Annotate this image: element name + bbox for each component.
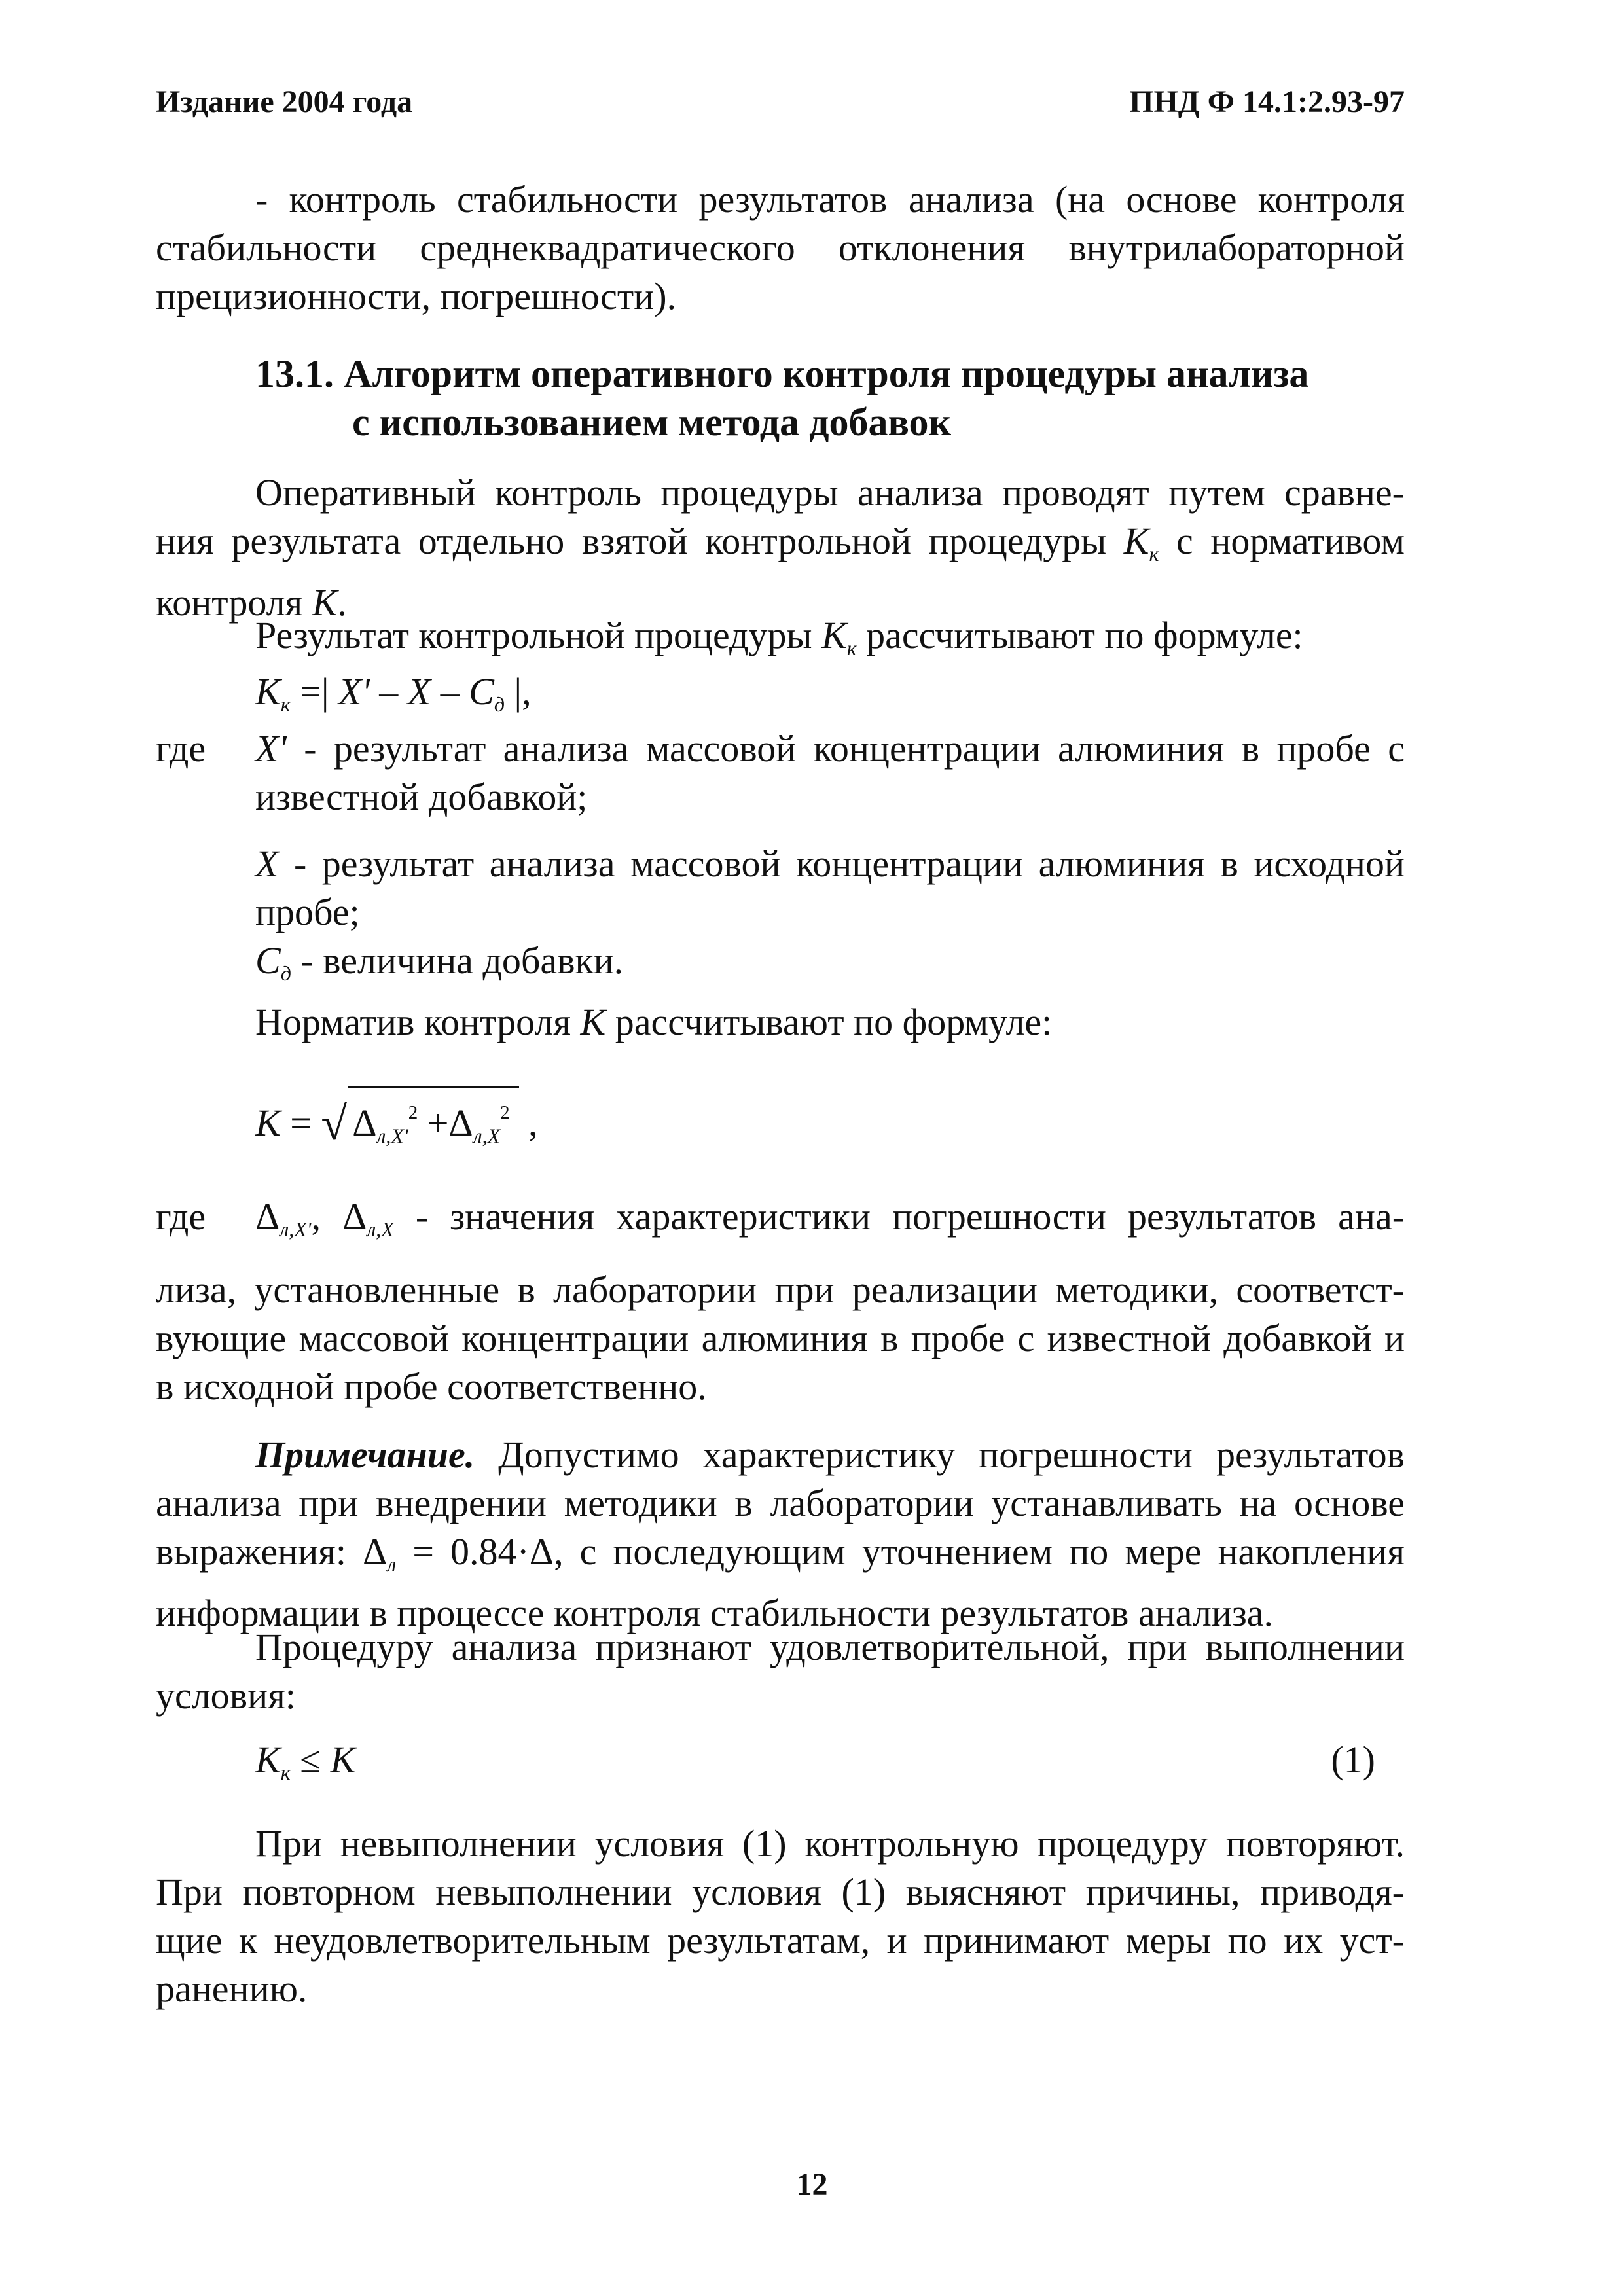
formula-control-standard: K = √ $\Delta_{л,X'}^2 +\Delta_{л,X}^2$ , xyxy=(255,1086,538,1160)
def-x: X - результат анализа массовой концентрации алюминия в исходной xyxy=(255,842,1405,885)
section-heading-line-2: с использованием метода добавок xyxy=(352,401,952,444)
def-x-prime: X' - результат анализа массовой концентрации алюминия в пробе с xyxy=(255,727,1405,770)
def-delta-values: $\Delta_{л,X'}$, $\Delta_{л,X}$ - значения характеристики погрешности результатов ана- xyxy=(255,1195,1405,1242)
page-number: 12 xyxy=(796,2167,828,2202)
para1-line-3: контроля K. xyxy=(156,581,347,624)
note-paragraph: Примечание. Допустимо характеристику погрешности результатов анализа при внедрении методики в лаборатории устанавливать на основе выражения: $\Delta_л = 0.84\cdot\Delta$, с последующим уточнением по мере накопления информации в процессе контроля стабильности результатов анализа. xyxy=(156,1433,1405,1635)
intro-line-1: - контроль стабильности результатов анализа (на основе контроля xyxy=(255,178,1405,221)
para1-line-1: Оперативный контроль процедуры анализа проводят путем сравне- xyxy=(255,471,1405,514)
paragraph-acceptance: Процедуру анализа признают удовлетворительной, при выполнении условия: xyxy=(156,1626,1405,1717)
paragraph-failure-actions: При невыполнении условия (1) контрольную процедуру повторяют. При повторном невыполнении условия (1) выясняют причины, приводя- щие к неудовлетворительным результатам, и принимают меры по их уст- ранению. xyxy=(156,1822,1405,2010)
formula-number: (1) xyxy=(1331,1738,1375,1781)
paragraph-operative-control xyxy=(156,469,1405,627)
definitions-list: X' - результат анализа массовой концентрации алюминия в пробе с известной добавкой; X - результат анализа массовой концентрации алюминия в исходной пробе; $C_д$ - величина добавки. Норматив контроля K рассчитывают по формуле: xyxy=(255,725,1405,1047)
formula-control-procedure: $K_к$ =| X' – X – $C_д$ |, xyxy=(255,670,532,717)
def-delta-continuation: лиза, установленные в лаборатории при реализации методики, соответст- вующие массовой концентрации алюминия в пробе с известной добавкой и в исходной пробе соответственно. xyxy=(156,1268,1405,1408)
formula-condition: $K_к \le K$ xyxy=(255,1738,356,1785)
header-document-code: ПНД Ф 14.1:2.93-97 xyxy=(1129,84,1405,119)
intro-line-3: прецизионности, погрешности). xyxy=(156,275,677,317)
section-heading-line-1: 13.1. Алгоритм оперативного контроля процедуры анализа xyxy=(255,352,1309,395)
intro-paragraph xyxy=(156,175,1405,321)
symbol-k-k: $K_к$ xyxy=(821,614,857,660)
def-c-d: $C_д$ - величина добавки. xyxy=(255,939,624,986)
section-heading xyxy=(255,350,1308,446)
paragraph-control-standard: Норматив контроля K рассчитывают по формуле: xyxy=(255,1001,1053,1044)
note-label: Примечание. xyxy=(255,1433,475,1476)
paragraph-control-result: Результат контрольной процедуры $K_к$ рассчитывают по формуле: xyxy=(255,614,1303,660)
intro-line-2: стабильности среднеквадратического отклонения внутрилабораторной xyxy=(156,226,1405,269)
header-edition: Издание 2004 года xyxy=(156,84,413,119)
square-root-icon: √ xyxy=(321,1096,348,1150)
where-label-2: где xyxy=(156,1195,206,1238)
para1-line-2: ния результата отдельно взятой контрольной процедуры $K_к$ с нормативом xyxy=(156,520,1405,566)
where-label-1: где xyxy=(156,727,206,770)
symbol-k-k: $K_к$ xyxy=(1123,520,1159,566)
